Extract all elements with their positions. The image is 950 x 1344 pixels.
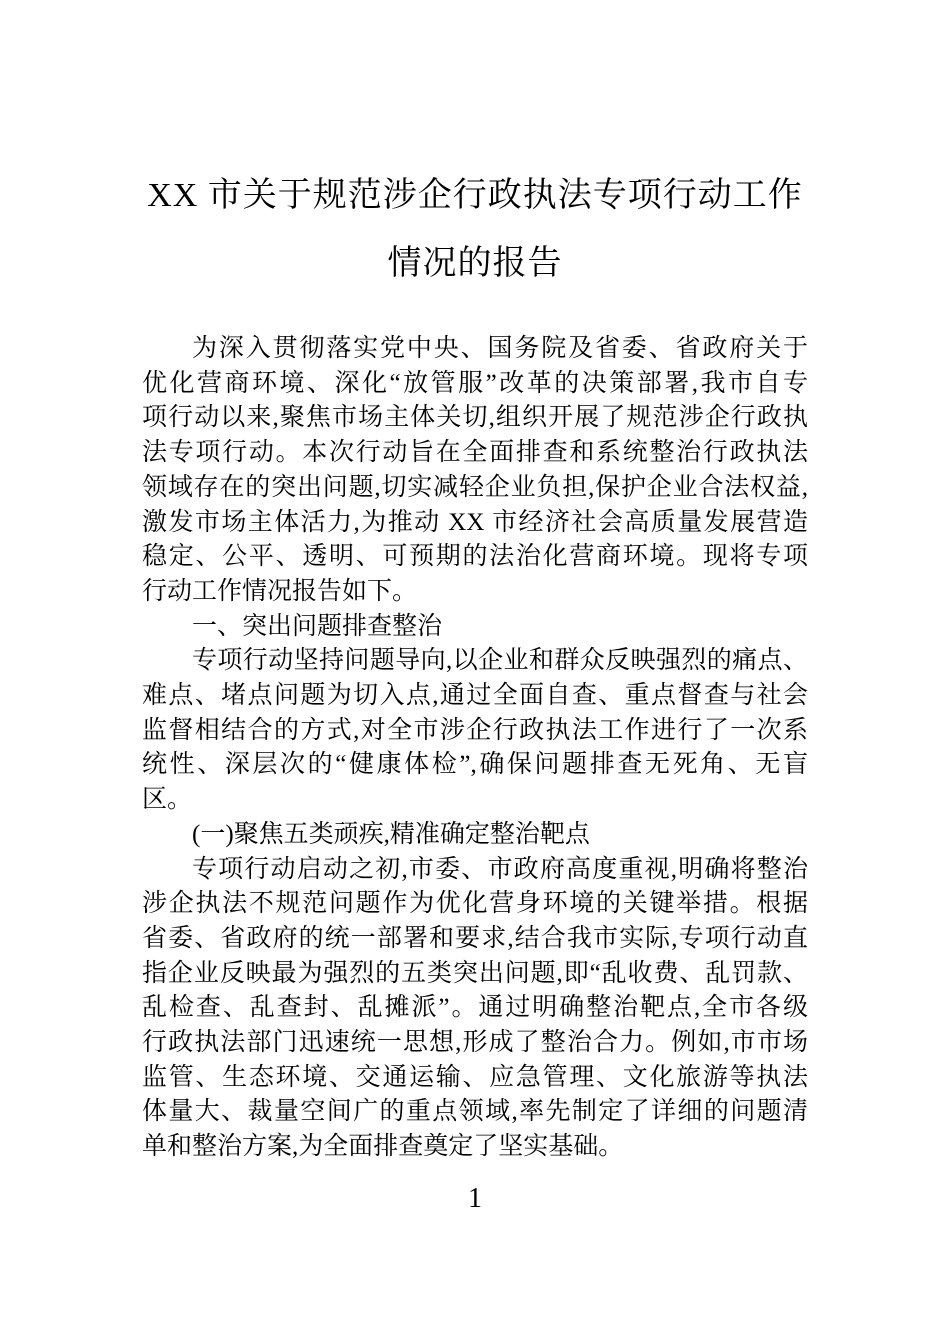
body-line: 优化营商环境、深化“放管服”改革的决策部署,我市自专 (142, 369, 808, 397)
body-line: 涉企执法不规范问题作为优化营身环境的关键举措。根据 (142, 890, 808, 918)
document-title-line: 情况的报告 (387, 245, 563, 282)
document-body (142, 332, 808, 1165)
body-line: 领域存在的突出问题,切实减轻企业负担,保护企业合法权益, (142, 473, 808, 501)
body-line: 项行动以来,聚焦市场主体关切,组织开展了规范涉企行政执 (142, 404, 808, 432)
body-line: 区。 (142, 786, 193, 814)
body-line: 统性、深层次的“健康体检”,确保问题排查无死角、无盲 (142, 751, 808, 779)
body-line: 监督相结合的方式,对全市涉企行政执法工作进行了一次系 (142, 716, 808, 744)
body-line: 单和整治方案,为全面排查奠定了坚实基础。 (142, 1133, 624, 1161)
page-number: 1 (468, 1182, 482, 1214)
subsection-heading: (一)聚焦五类顽疾,精准确定整治靶点 (192, 820, 590, 848)
section-heading: 一、突出问题排查整治 (192, 612, 443, 640)
document-title (95, 162, 855, 298)
body-line: 稳定、公平、透明、可预期的法治化营商环境。现将专项 (142, 543, 808, 571)
body-line: 难点、堵点问题为切入点,通过全面自查、重点督查与社会 (142, 682, 808, 710)
body-line: 激发市场主体活力,为推动 XX 市经济社会高质量发展营造 (142, 508, 808, 536)
document-title-line: XX 市关于规范涉企行政执法专项行动工作 (147, 177, 803, 214)
body-line: 省委、省政府的统一部署和要求,结合我市实际,专项行动直 (142, 924, 808, 952)
body-line: 专项行动启动之初,市委、市政府高度重视,明确将整治 (192, 855, 808, 883)
body-line: 专项行动坚持问题导向,以企业和群众反映强烈的痛点、 (192, 647, 808, 675)
body-line: 体量大、裁量空间广的重点领域,率先制定了详细的问题清 (142, 1098, 808, 1126)
body-line: 行动工作情况报告如下。 (142, 577, 418, 605)
body-line: 为深入贯彻落实党中央、国务院及省委、省政府关于 (192, 335, 808, 362)
page-footer (0, 1181, 950, 1217)
body-line: 行政执法部门迅速统一思想,形成了整治合力。例如,市市场 (142, 1029, 808, 1057)
body-line: 乱检查、乱查封、乱摊派”。通过明确整治靶点,全市各级 (142, 994, 808, 1022)
body-line: 监管、生态环境、交通运输、应急管理、文化旅游等执法 (142, 1063, 808, 1091)
body-line: 法专项行动。本次行动旨在全面排查和系统整治行政执法 (142, 439, 808, 467)
body-line: 指企业反映最为强烈的五类突出问题,即“乱收费、乱罚款、 (142, 959, 808, 987)
